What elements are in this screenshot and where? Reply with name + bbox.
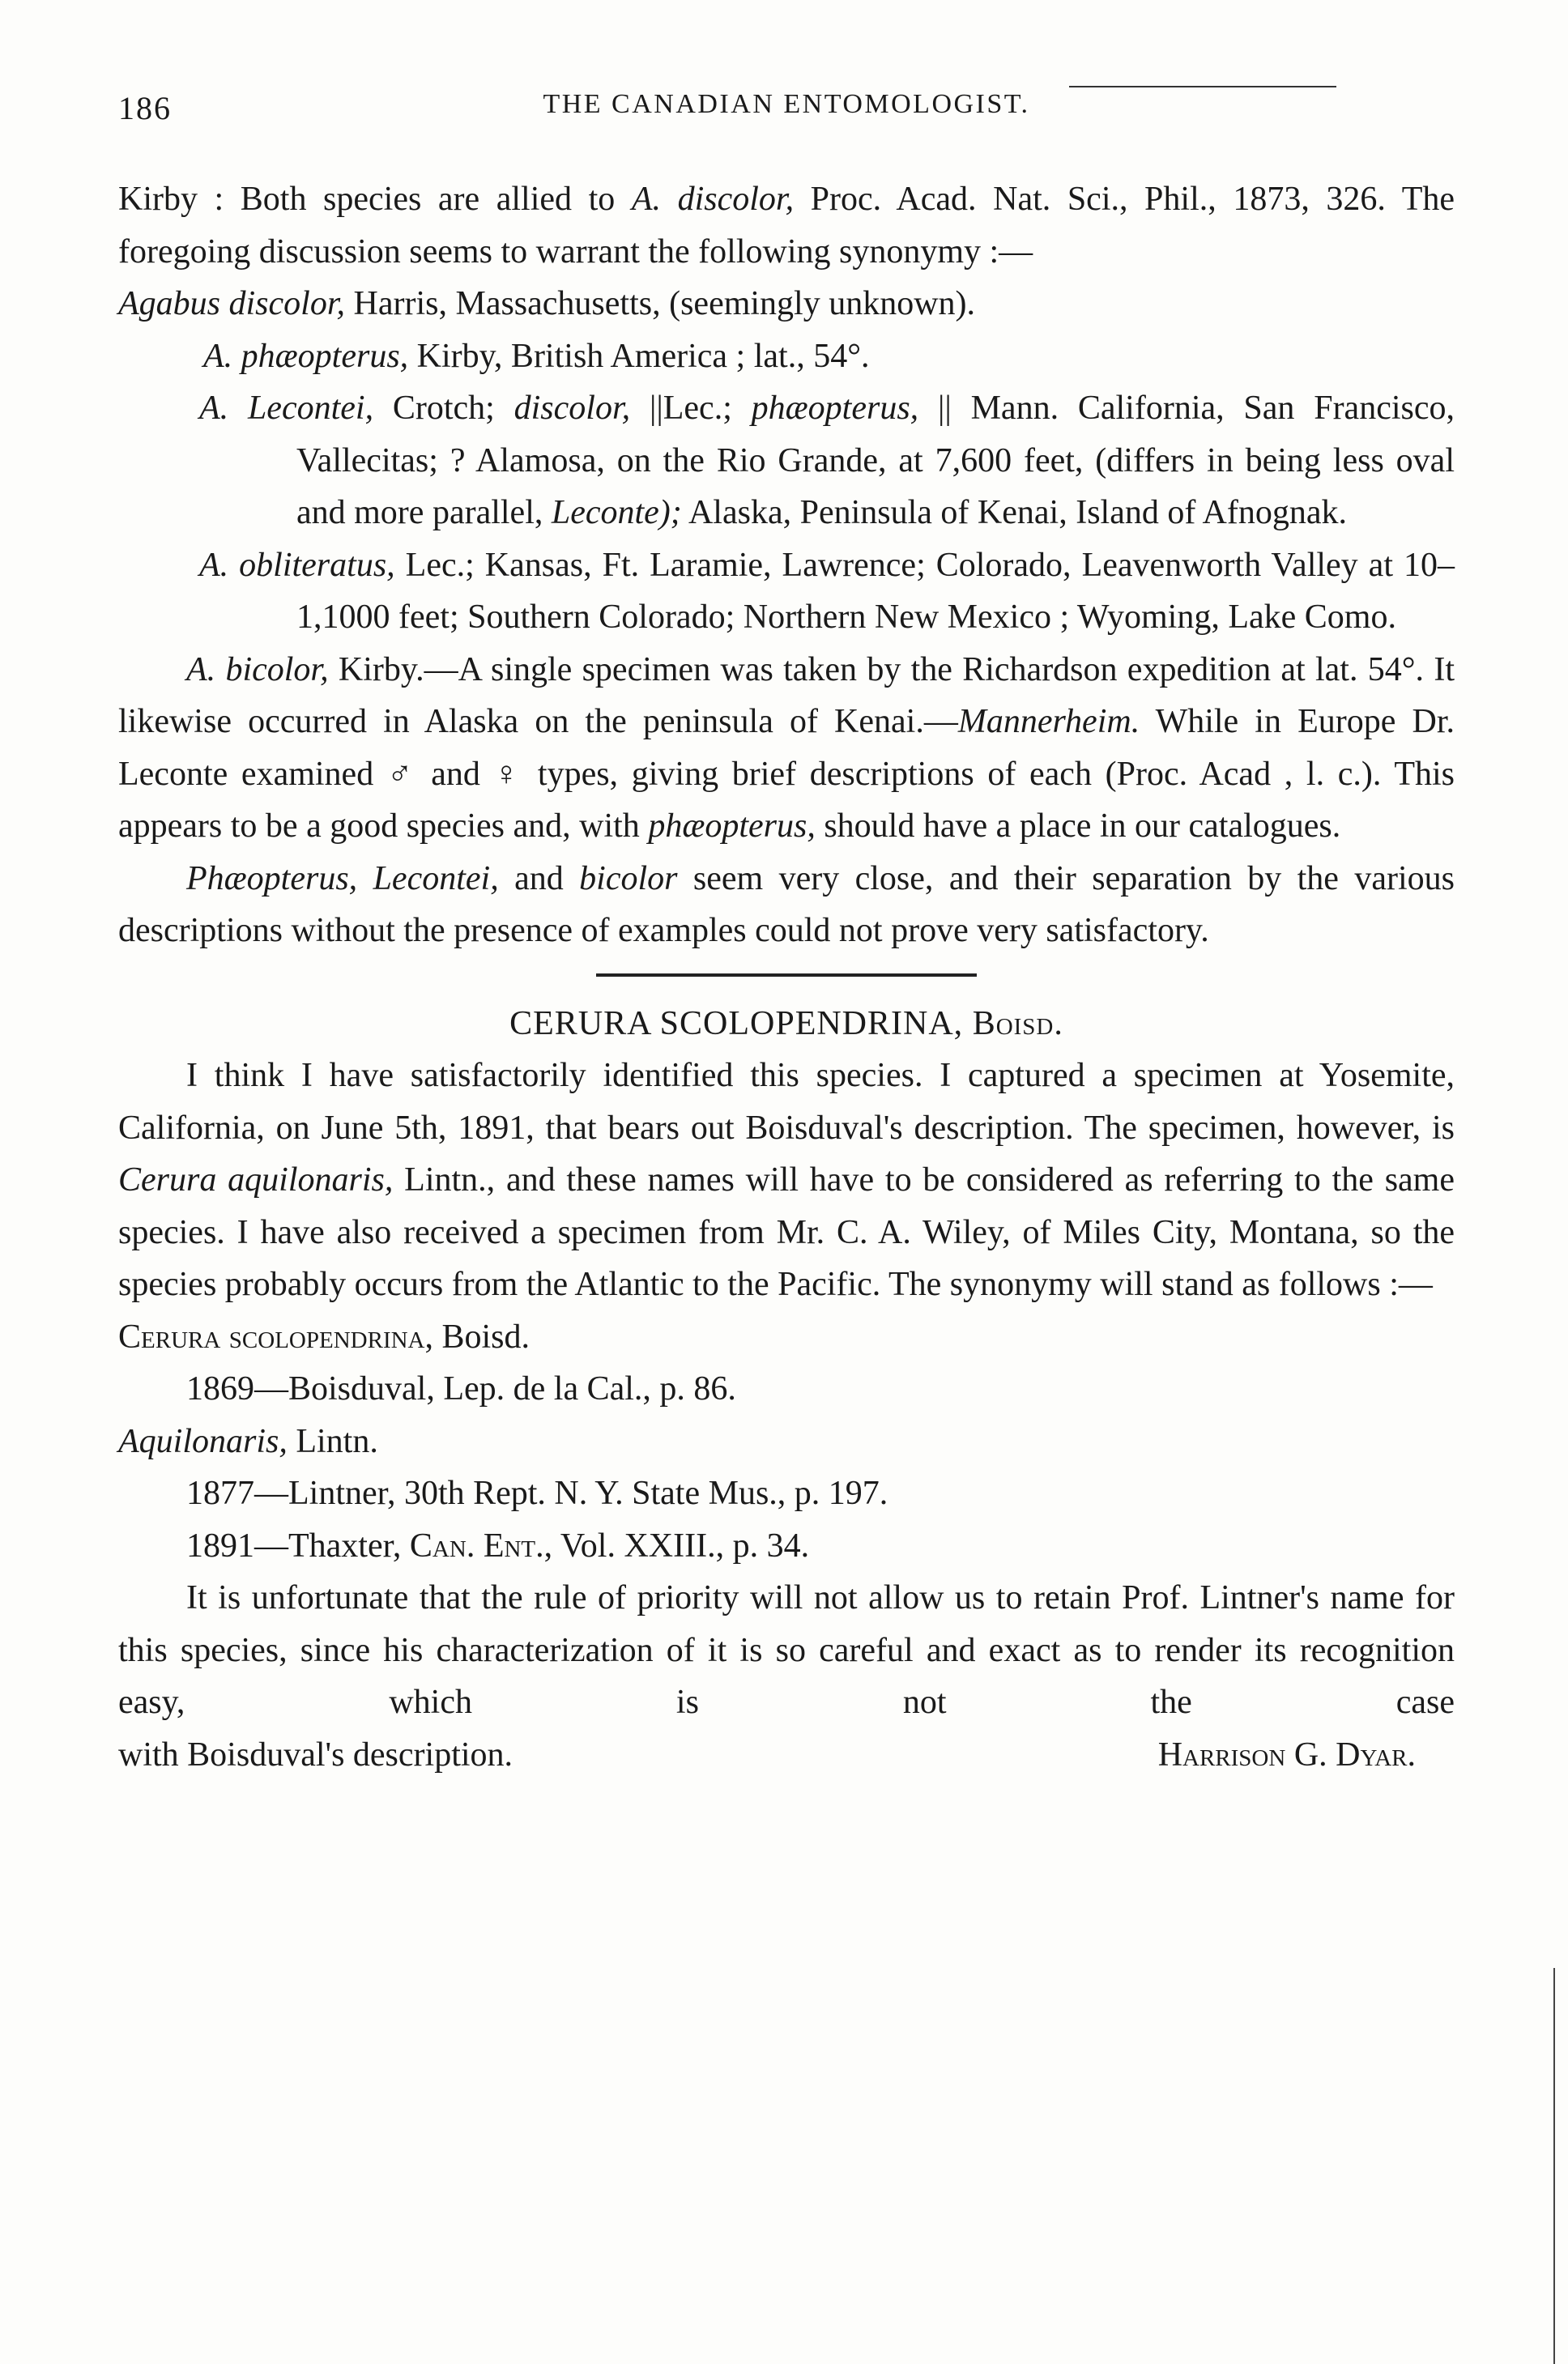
reference-boisduval: 1869—Boisduval, Lep. de la Cal., p. 86. [186,1370,736,1408]
header-rule [1069,86,1336,87]
page [118,89,1455,1781]
section-divider [596,973,977,977]
priority-paragraph-end: with Boisduval's description. [118,1736,513,1774]
synonymy-lecontei: A. Lecontei, Crotch; discolor, ||Lec.; phæopterus, || Mann. California, San Francisco, Vallecitas; ? Alamosa, on the Rio Grande, at 7,600 feet, (differs in being less oval and more parallel, Leconte); Alaska, Peninsula of Kenai, Island of Afnognak. [199,390,1455,531]
signature-line [118,1729,1455,1782]
synonymy-phaeopterus: A. phæopterus, Kirby, British America ; lat., 54°. [203,337,870,375]
section-heading: CERURA SCOLOPENDRINA, Boisd. [509,1004,1063,1042]
reference-lintner: 1877—Lintner, 30th Rept. N. Y. State Mus., p. 197. [186,1475,888,1512]
journal-title: THE CANADIAN ENTOMOLOGIST. [543,89,1030,119]
priority-paragraph: It is unfortunate that the rule of priority will not allow us to retain Prof. Lintner's name for this species, since his characterization of it is so careful and exact as to render its recognition easy, which is not the case [118,1579,1455,1721]
page-number: 186 [118,90,172,126]
synonymy-agabus-discolor: Agabus discolor, Harris, Massachusetts, (seemingly unknown). [118,285,976,322]
running-header [118,89,1455,141]
synonymy-cerura-scolopendrina: Cerura scolopendrina, Boisd. [118,1318,530,1356]
author-signature: Harrison G. Dyar. [1157,1736,1416,1774]
closing-paragraph: Phæopterus, Lecontei, and bicolor seem very close, and their separation by the various descriptions without the presence of examples could not prove very satisfactory. [118,859,1455,949]
margin-rule [1553,1968,1555,2364]
reference-thaxter: 1891—Thaxter, Can. Ent., Vol. XXIII., p. 34. [186,1527,810,1565]
synonymy-obliteratus: A. obliteratus, Lec.; Kansas, Ft. Laramie, Lawrence; Colorado, Leavenworth Valley at 10–1,1000 feet; Southern Colorado; Northern New Mexico ; Wyoming, Lake Como. [199,546,1455,636]
kirby-paragraph: Kirby : Both species are allied to A. discolor, Proc. Acad. Nat. Sci., Phil., 1873, 326. The foregoing discussion seems to warrant the following synonymy :— [118,181,1455,270]
bicolor-paragraph: A. bicolor, Kirby.—A single specimen was taken by the Richardson expedition at lat. 54°. It likewise occurred in Alaska on the peninsula of Kenai.—Mannerheim. While in Europe Dr. Leconte examined ♂ and ♀ types, giving brief descriptions of each (Proc. Acad , l. c.). This appears to be a good species and, with phæopterus, should have a place in our catalogues. [118,650,1455,845]
cerura-paragraph: I think I have satisfactorily identified this species. I captured a specimen at Yosemite, California, on June 5th, 1891, that bears out Boisduval's description. The specimen, however, is Cerura aquilonaris, Lintn., and these names will have to be considered as referring to the same species. I have also received a specimen from Mr. C. A. Wiley, of Miles City, Montana, so the species probably occurs from the Atlantic to the Pacific. The synonymy will stand as follows :— [118,1057,1455,1303]
synonymy-aquilonaris: Aquilonaris, Lintn. [118,1422,378,1460]
